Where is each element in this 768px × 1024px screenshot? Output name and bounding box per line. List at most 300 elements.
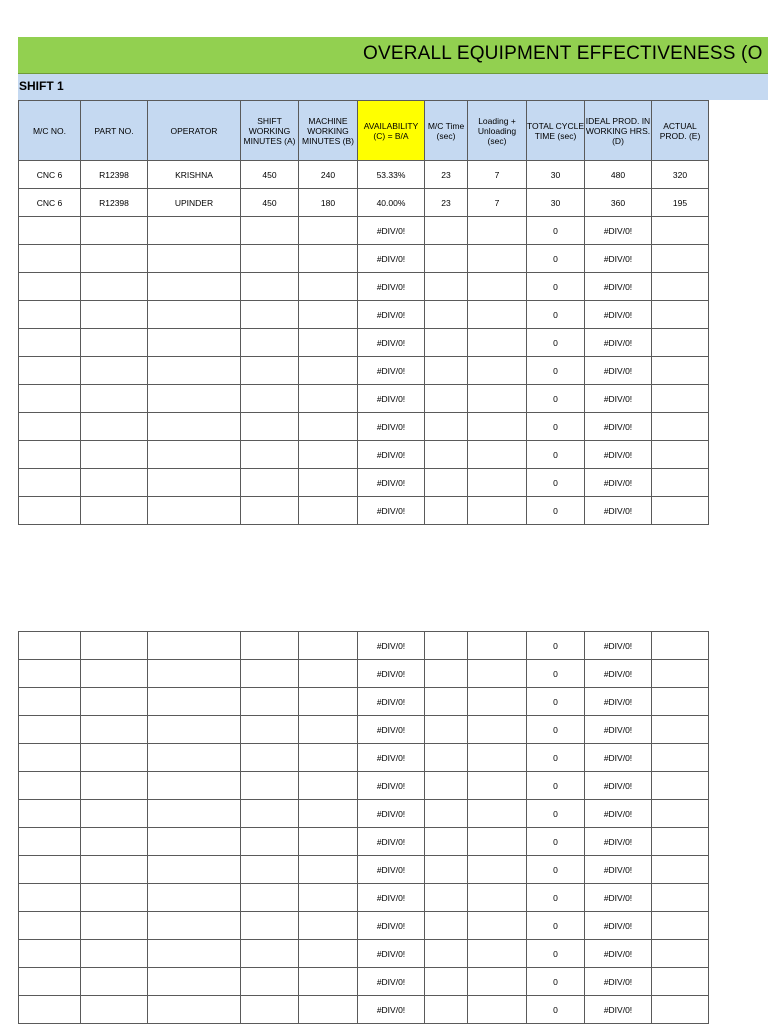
- table-cell[interactable]: [241, 688, 299, 716]
- table-cell[interactable]: [19, 968, 81, 996]
- table-cell[interactable]: [241, 772, 299, 800]
- table-cell[interactable]: [652, 744, 709, 772]
- table-cell[interactable]: [19, 441, 81, 469]
- table-cell[interactable]: [652, 413, 709, 441]
- table-cell[interactable]: 40.00%: [358, 189, 425, 217]
- table-cell[interactable]: #DIV/0!: [585, 301, 652, 329]
- table-cell[interactable]: [468, 772, 527, 800]
- table-cell[interactable]: #DIV/0!: [585, 660, 652, 688]
- table-cell[interactable]: [81, 441, 148, 469]
- table-cell[interactable]: [652, 217, 709, 245]
- table-cell[interactable]: #DIV/0!: [585, 497, 652, 525]
- table-cell[interactable]: #DIV/0!: [585, 912, 652, 940]
- table-cell[interactable]: 0: [527, 301, 585, 329]
- table-cell[interactable]: [81, 357, 148, 385]
- table-cell[interactable]: 0: [527, 744, 585, 772]
- table-cell[interactable]: [652, 273, 709, 301]
- table-cell[interactable]: #DIV/0!: [585, 469, 652, 497]
- table-cell[interactable]: [652, 329, 709, 357]
- table-cell[interactable]: 0: [527, 828, 585, 856]
- table-cell[interactable]: [425, 469, 468, 497]
- table-cell[interactable]: [468, 385, 527, 413]
- table-cell[interactable]: [81, 772, 148, 800]
- table-cell[interactable]: [81, 912, 148, 940]
- table-cell[interactable]: [468, 912, 527, 940]
- table-cell[interactable]: [425, 800, 468, 828]
- table-row: [19, 660, 709, 688]
- table-cell[interactable]: [148, 329, 241, 357]
- table-cell[interactable]: #DIV/0!: [585, 828, 652, 856]
- table-cell[interactable]: [652, 632, 709, 660]
- table-cell[interactable]: [468, 497, 527, 525]
- table-cell[interactable]: 0: [527, 688, 585, 716]
- table-cell[interactable]: [468, 357, 527, 385]
- table-cell[interactable]: 0: [527, 912, 585, 940]
- table-cell[interactable]: 7: [468, 161, 527, 189]
- table-cell[interactable]: [19, 413, 81, 441]
- table-cell[interactable]: [299, 497, 358, 525]
- table-cell[interactable]: 0: [527, 497, 585, 525]
- table-cell[interactable]: [299, 329, 358, 357]
- table-cell[interactable]: #DIV/0!: [358, 497, 425, 525]
- table-cell[interactable]: [468, 968, 527, 996]
- table-cell[interactable]: [425, 217, 468, 245]
- table-cell[interactable]: [299, 884, 358, 912]
- table-cell[interactable]: [81, 940, 148, 968]
- table-cell[interactable]: 30: [527, 161, 585, 189]
- table-cell[interactable]: [241, 413, 299, 441]
- table-cell[interactable]: [81, 497, 148, 525]
- table-cell[interactable]: [468, 217, 527, 245]
- table-cell[interactable]: [425, 301, 468, 329]
- table-cell[interactable]: [241, 940, 299, 968]
- table-cell[interactable]: [425, 772, 468, 800]
- table-cell[interactable]: #DIV/0!: [585, 968, 652, 996]
- table-cell[interactable]: 0: [527, 660, 585, 688]
- table-cell[interactable]: 0: [527, 968, 585, 996]
- table-cell[interactable]: 180: [299, 189, 358, 217]
- table-cell[interactable]: #DIV/0!: [358, 716, 425, 744]
- table-cell[interactable]: 0: [527, 800, 585, 828]
- table-cell[interactable]: #DIV/0!: [585, 441, 652, 469]
- table-cell[interactable]: [299, 660, 358, 688]
- table-cell[interactable]: [148, 716, 241, 744]
- table-row: [19, 189, 709, 217]
- table-cell[interactable]: [425, 968, 468, 996]
- table-cell[interactable]: 0: [527, 884, 585, 912]
- table-cell[interactable]: 0: [527, 413, 585, 441]
- table-cell[interactable]: [468, 273, 527, 301]
- table-cell[interactable]: #DIV/0!: [358, 996, 425, 1024]
- table-cell[interactable]: [241, 217, 299, 245]
- table-cell[interactable]: #DIV/0!: [358, 744, 425, 772]
- table-cell[interactable]: [81, 632, 148, 660]
- table-cell[interactable]: [425, 996, 468, 1024]
- table-cell[interactable]: 23: [425, 161, 468, 189]
- table-cell[interactable]: [425, 245, 468, 273]
- table-cell[interactable]: 23: [425, 189, 468, 217]
- table-cell[interactable]: [299, 441, 358, 469]
- table-cell[interactable]: [19, 632, 81, 660]
- table-cell[interactable]: [299, 413, 358, 441]
- table-cell[interactable]: #DIV/0!: [585, 273, 652, 301]
- table-cell[interactable]: [468, 329, 527, 357]
- table-cell[interactable]: 450: [241, 189, 299, 217]
- table-cell[interactable]: [19, 856, 81, 884]
- table-cell[interactable]: #DIV/0!: [358, 357, 425, 385]
- table-cell[interactable]: [652, 357, 709, 385]
- table-cell[interactable]: [241, 632, 299, 660]
- table-cell[interactable]: [299, 856, 358, 884]
- table-cell[interactable]: [148, 828, 241, 856]
- table-cell[interactable]: [468, 884, 527, 912]
- table-cell[interactable]: [148, 441, 241, 469]
- table-cell[interactable]: [148, 912, 241, 940]
- table-cell[interactable]: #DIV/0!: [585, 688, 652, 716]
- table-cell[interactable]: [241, 357, 299, 385]
- table-cell[interactable]: [241, 884, 299, 912]
- table-cell[interactable]: #DIV/0!: [358, 385, 425, 413]
- table-cell[interactable]: [241, 800, 299, 828]
- table-cell[interactable]: UPINDER: [148, 189, 241, 217]
- table-cell[interactable]: 0: [527, 441, 585, 469]
- table-cell[interactable]: [241, 912, 299, 940]
- table-cell[interactable]: [148, 996, 241, 1024]
- table-cell[interactable]: [652, 385, 709, 413]
- table-cell[interactable]: [468, 744, 527, 772]
- table-cell[interactable]: [425, 413, 468, 441]
- table-cell[interactable]: [81, 413, 148, 441]
- table-cell[interactable]: [299, 217, 358, 245]
- table-cell[interactable]: [299, 912, 358, 940]
- table-cell[interactable]: [19, 744, 81, 772]
- table-cell[interactable]: [652, 245, 709, 273]
- table-cell[interactable]: 0: [527, 357, 585, 385]
- table-cell[interactable]: [148, 385, 241, 413]
- table-cell[interactable]: #DIV/0!: [585, 884, 652, 912]
- table-cell[interactable]: 240: [299, 161, 358, 189]
- table-cell[interactable]: [19, 245, 81, 273]
- table-cell[interactable]: [241, 385, 299, 413]
- table-cell[interactable]: [425, 497, 468, 525]
- table-cell[interactable]: [468, 441, 527, 469]
- table-cell[interactable]: [19, 688, 81, 716]
- table-cell[interactable]: [148, 660, 241, 688]
- table-cell[interactable]: [19, 357, 81, 385]
- table-cell[interactable]: #DIV/0!: [585, 632, 652, 660]
- table-cell[interactable]: 0: [527, 632, 585, 660]
- table-cell[interactable]: [425, 632, 468, 660]
- table-cell[interactable]: 0: [527, 273, 585, 301]
- table-cell[interactable]: [425, 716, 468, 744]
- table-cell[interactable]: [241, 744, 299, 772]
- table-cell[interactable]: [19, 217, 81, 245]
- table-cell[interactable]: [425, 273, 468, 301]
- table-cell[interactable]: #DIV/0!: [358, 273, 425, 301]
- table-cell[interactable]: [425, 856, 468, 884]
- table-cell[interactable]: [241, 441, 299, 469]
- table-cell[interactable]: #DIV/0!: [358, 245, 425, 273]
- table-cell[interactable]: [81, 744, 148, 772]
- table-cell[interactable]: [81, 996, 148, 1024]
- table-cell[interactable]: [19, 301, 81, 329]
- table-cell[interactable]: [652, 828, 709, 856]
- table-cell[interactable]: [241, 497, 299, 525]
- table-cell[interactable]: [81, 660, 148, 688]
- table-cell[interactable]: #DIV/0!: [585, 329, 652, 357]
- table-cell[interactable]: [299, 772, 358, 800]
- table-cell[interactable]: [19, 716, 81, 744]
- table-cell[interactable]: [468, 469, 527, 497]
- table-cell[interactable]: [148, 968, 241, 996]
- table-cell[interactable]: CNC 6: [19, 189, 81, 217]
- table-cell[interactable]: [81, 800, 148, 828]
- table-cell[interactable]: #DIV/0!: [358, 912, 425, 940]
- table-cell[interactable]: [148, 688, 241, 716]
- table-cell[interactable]: #DIV/0!: [585, 385, 652, 413]
- table-cell[interactable]: [81, 716, 148, 744]
- table-cell[interactable]: [81, 301, 148, 329]
- table-cell[interactable]: [299, 800, 358, 828]
- table-cell[interactable]: [652, 968, 709, 996]
- table-cell[interactable]: [19, 884, 81, 912]
- table-cell[interactable]: [241, 273, 299, 301]
- table-cell[interactable]: [652, 772, 709, 800]
- table-cell[interactable]: [81, 469, 148, 497]
- table-cell[interactable]: [19, 940, 81, 968]
- table-cell[interactable]: [19, 497, 81, 525]
- table-cell[interactable]: [148, 245, 241, 273]
- table-cell[interactable]: #DIV/0!: [358, 940, 425, 968]
- table-cell[interactable]: [148, 413, 241, 441]
- table-cell[interactable]: R12398: [81, 161, 148, 189]
- table-cell[interactable]: [81, 688, 148, 716]
- table-cell[interactable]: [19, 996, 81, 1024]
- table-cell[interactable]: CNC 6: [19, 161, 81, 189]
- table-cell[interactable]: [81, 245, 148, 273]
- table-cell[interactable]: [468, 716, 527, 744]
- table-cell[interactable]: [19, 660, 81, 688]
- table-cell[interactable]: [425, 940, 468, 968]
- table-cell[interactable]: [299, 357, 358, 385]
- table-cell[interactable]: [299, 632, 358, 660]
- table-cell[interactable]: [299, 688, 358, 716]
- table-cell[interactable]: #DIV/0!: [358, 660, 425, 688]
- table-cell[interactable]: #DIV/0!: [358, 968, 425, 996]
- table-cell[interactable]: [425, 329, 468, 357]
- table-cell[interactable]: [468, 301, 527, 329]
- table-cell[interactable]: [81, 884, 148, 912]
- table-cell[interactable]: 53.33%: [358, 161, 425, 189]
- table-cell[interactable]: [241, 968, 299, 996]
- table-cell[interactable]: [148, 632, 241, 660]
- table-cell[interactable]: [425, 912, 468, 940]
- table-cell[interactable]: [81, 217, 148, 245]
- table-cell[interactable]: #DIV/0!: [585, 744, 652, 772]
- table-cell[interactable]: #DIV/0!: [358, 772, 425, 800]
- table-cell[interactable]: [652, 469, 709, 497]
- table-cell[interactable]: 0: [527, 217, 585, 245]
- table-cell[interactable]: [148, 301, 241, 329]
- table-cell[interactable]: [19, 329, 81, 357]
- table-cell[interactable]: [299, 301, 358, 329]
- table-cell[interactable]: #DIV/0!: [358, 469, 425, 497]
- table-cell[interactable]: [299, 968, 358, 996]
- table-cell[interactable]: [468, 800, 527, 828]
- table-cell[interactable]: [652, 497, 709, 525]
- table-cell[interactable]: [241, 301, 299, 329]
- table-cell[interactable]: [425, 441, 468, 469]
- table-cell[interactable]: [652, 940, 709, 968]
- table-cell[interactable]: [652, 660, 709, 688]
- table-cell[interactable]: #DIV/0!: [585, 716, 652, 744]
- table-cell[interactable]: [19, 469, 81, 497]
- table-cell[interactable]: [148, 744, 241, 772]
- table-cell[interactable]: 0: [527, 469, 585, 497]
- table-cell[interactable]: [241, 996, 299, 1024]
- table-cell[interactable]: [652, 912, 709, 940]
- table-cell[interactable]: #DIV/0!: [358, 301, 425, 329]
- table-cell[interactable]: #DIV/0!: [358, 828, 425, 856]
- table-cell[interactable]: #DIV/0!: [585, 800, 652, 828]
- table-cell[interactable]: [299, 940, 358, 968]
- table-cell[interactable]: [19, 772, 81, 800]
- table-cell[interactable]: [241, 716, 299, 744]
- table-cell[interactable]: [81, 273, 148, 301]
- table-cell[interactable]: [148, 856, 241, 884]
- table-cell[interactable]: [81, 828, 148, 856]
- table-cell[interactable]: #DIV/0!: [358, 884, 425, 912]
- table-cell[interactable]: [299, 273, 358, 301]
- table-cell[interactable]: 320: [652, 161, 709, 189]
- table-cell[interactable]: [652, 441, 709, 469]
- table-cell[interactable]: R12398: [81, 189, 148, 217]
- table-cell[interactable]: 30: [527, 189, 585, 217]
- table-cell[interactable]: [652, 996, 709, 1024]
- table-cell[interactable]: [468, 828, 527, 856]
- table-cell[interactable]: [299, 744, 358, 772]
- table-cell[interactable]: #DIV/0!: [358, 800, 425, 828]
- table-cell[interactable]: #DIV/0!: [358, 856, 425, 884]
- table-cell[interactable]: [81, 856, 148, 884]
- table-cell[interactable]: [425, 385, 468, 413]
- table-row: [19, 800, 709, 828]
- table-cell[interactable]: [425, 744, 468, 772]
- table-cell[interactable]: #DIV/0!: [585, 856, 652, 884]
- table-cell[interactable]: [241, 660, 299, 688]
- table-cell[interactable]: #DIV/0!: [585, 996, 652, 1024]
- table-cell[interactable]: [425, 828, 468, 856]
- table-cell[interactable]: [652, 688, 709, 716]
- table-cell[interactable]: #DIV/0!: [358, 329, 425, 357]
- table-cell[interactable]: [19, 385, 81, 413]
- table-cell[interactable]: [81, 968, 148, 996]
- table-cell[interactable]: [468, 688, 527, 716]
- table-cell[interactable]: [652, 301, 709, 329]
- table-cell[interactable]: 0: [527, 772, 585, 800]
- table-cell[interactable]: [652, 856, 709, 884]
- table-cell[interactable]: [241, 245, 299, 273]
- table-cell[interactable]: 0: [527, 716, 585, 744]
- table-cell[interactable]: [241, 856, 299, 884]
- table-cell[interactable]: #DIV/0!: [358, 632, 425, 660]
- table-cell[interactable]: 195: [652, 189, 709, 217]
- table-cell[interactable]: [652, 884, 709, 912]
- table-cell[interactable]: [468, 632, 527, 660]
- table-cell[interactable]: [19, 800, 81, 828]
- table-cell[interactable]: [468, 660, 527, 688]
- table-cell[interactable]: #DIV/0!: [585, 245, 652, 273]
- table-cell[interactable]: #DIV/0!: [585, 772, 652, 800]
- table-cell[interactable]: 0: [527, 856, 585, 884]
- table-cell[interactable]: [148, 357, 241, 385]
- table-cell[interactable]: 0: [527, 329, 585, 357]
- table-cell[interactable]: [241, 828, 299, 856]
- table-cell[interactable]: [299, 245, 358, 273]
- table-cell[interactable]: [425, 660, 468, 688]
- table-cell[interactable]: [425, 357, 468, 385]
- table-cell[interactable]: KRISHNA: [148, 161, 241, 189]
- table-cell[interactable]: 0: [527, 996, 585, 1024]
- table-cell[interactable]: [19, 273, 81, 301]
- table-cell[interactable]: [241, 329, 299, 357]
- table-cell[interactable]: [468, 996, 527, 1024]
- table-cell[interactable]: [148, 469, 241, 497]
- table-cell[interactable]: 7: [468, 189, 527, 217]
- table-cell[interactable]: 450: [241, 161, 299, 189]
- table-cell[interactable]: [299, 385, 358, 413]
- table-cell[interactable]: 0: [527, 245, 585, 273]
- table-cell[interactable]: [468, 940, 527, 968]
- table-cell[interactable]: #DIV/0!: [358, 441, 425, 469]
- table-cell[interactable]: #DIV/0!: [358, 413, 425, 441]
- table-cell[interactable]: [299, 469, 358, 497]
- table-cell[interactable]: [148, 273, 241, 301]
- table-cell[interactable]: [299, 828, 358, 856]
- table-cell[interactable]: 0: [527, 385, 585, 413]
- table-cell[interactable]: 480: [585, 161, 652, 189]
- table-cell[interactable]: [652, 716, 709, 744]
- table-cell[interactable]: [652, 800, 709, 828]
- table-cell[interactable]: [148, 884, 241, 912]
- table-cell[interactable]: [299, 996, 358, 1024]
- table-cell[interactable]: #DIV/0!: [585, 413, 652, 441]
- table-cell[interactable]: [148, 940, 241, 968]
- table-cell[interactable]: [468, 413, 527, 441]
- table-cell[interactable]: [148, 217, 241, 245]
- table-cell[interactable]: [148, 772, 241, 800]
- table-cell[interactable]: 360: [585, 189, 652, 217]
- table-cell[interactable]: [81, 329, 148, 357]
- table-cell[interactable]: [299, 716, 358, 744]
- table-cell[interactable]: #DIV/0!: [585, 217, 652, 245]
- table-cell[interactable]: [148, 800, 241, 828]
- table-cell[interactable]: [468, 856, 527, 884]
- table-cell[interactable]: [148, 497, 241, 525]
- table-cell[interactable]: [425, 884, 468, 912]
- table-cell[interactable]: [425, 688, 468, 716]
- table-cell[interactable]: #DIV/0!: [358, 217, 425, 245]
- table-cell[interactable]: [81, 385, 148, 413]
- table-cell[interactable]: [19, 912, 81, 940]
- table-cell[interactable]: #DIV/0!: [585, 357, 652, 385]
- table-cell[interactable]: [468, 245, 527, 273]
- table-cell[interactable]: 0: [527, 940, 585, 968]
- table-cell[interactable]: #DIV/0!: [358, 688, 425, 716]
- table-cell[interactable]: #DIV/0!: [585, 940, 652, 968]
- table-cell[interactable]: [241, 469, 299, 497]
- table-cell[interactable]: [19, 828, 81, 856]
